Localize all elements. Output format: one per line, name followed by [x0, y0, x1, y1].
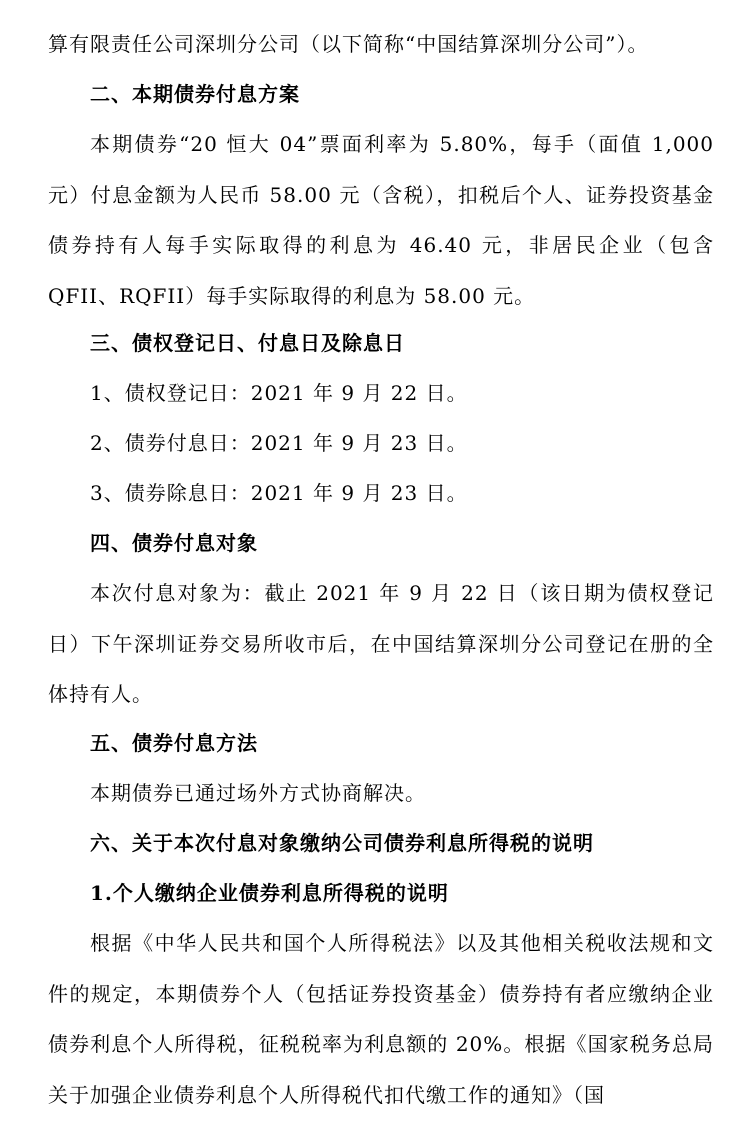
section-heading-payment-plan: 二、本期债券付息方案 — [90, 82, 300, 106]
section-heading-dates: 三、债权登记日、付息日及除息日 — [90, 331, 405, 355]
list-item-payment-date: 2、债券付息日：2021 年 9 月 23 日。 — [90, 431, 468, 455]
paragraph-payment-recipients: 本次付息对象为：截止 2021 年 9 月 22 日（该日期为债权登记日）下午深圳证券交易所收市后，在中国结算深圳分公司登记在册的全体持有人。 — [48, 581, 714, 706]
subsection-heading-individual-tax: 1.个人缴纳企业债券利息所得税的说明 — [90, 881, 449, 905]
section-heading-payment-recipients: 四、债券付息对象 — [90, 531, 258, 555]
paragraph-continuation: 算有限责任公司深圳分公司（以下简称“中国结算深圳分公司”）。 — [48, 32, 649, 56]
paragraph-individual-tax: 根据《中华人民共和国个人所得税法》以及其他相关税收法规和文件的规定，本期债券个人（包括证券投资基金）债券持有者应缴纳企业债券利息个人所得税，征税税率为利息额的 20%。根据《国家税务总局关于加强企业债券利息个人所得税代扣代缴工作的通知》（国 — [48, 931, 714, 1107]
paragraph-payment-method: 本期债券已通过场外方式协商解决。 — [90, 781, 426, 805]
section-heading-tax-explanation: 六、关于本次付息对象缴纳公司债券利息所得税的说明 — [90, 831, 594, 855]
list-item-ex-interest-date: 3、债券除息日：2021 年 9 月 23 日。 — [90, 481, 468, 505]
section-heading-payment-method: 五、债券付息方法 — [90, 731, 258, 755]
paragraph-payment-plan: 本期债券“20 恒大 04”票面利率为 5.80%，每手（面值 1,000 元）付息金额为人民币 58.00 元（含税），扣税后个人、证券投资基金债券持有人每手实际取得的利息为 46.40 元，非居民企业（包含 QFII、RQFII）每手实际取得的利息为 58.00 元。 — [48, 132, 714, 308]
list-item-registration-date: 1、债权登记日：2021 年 9 月 22 日。 — [90, 381, 468, 405]
